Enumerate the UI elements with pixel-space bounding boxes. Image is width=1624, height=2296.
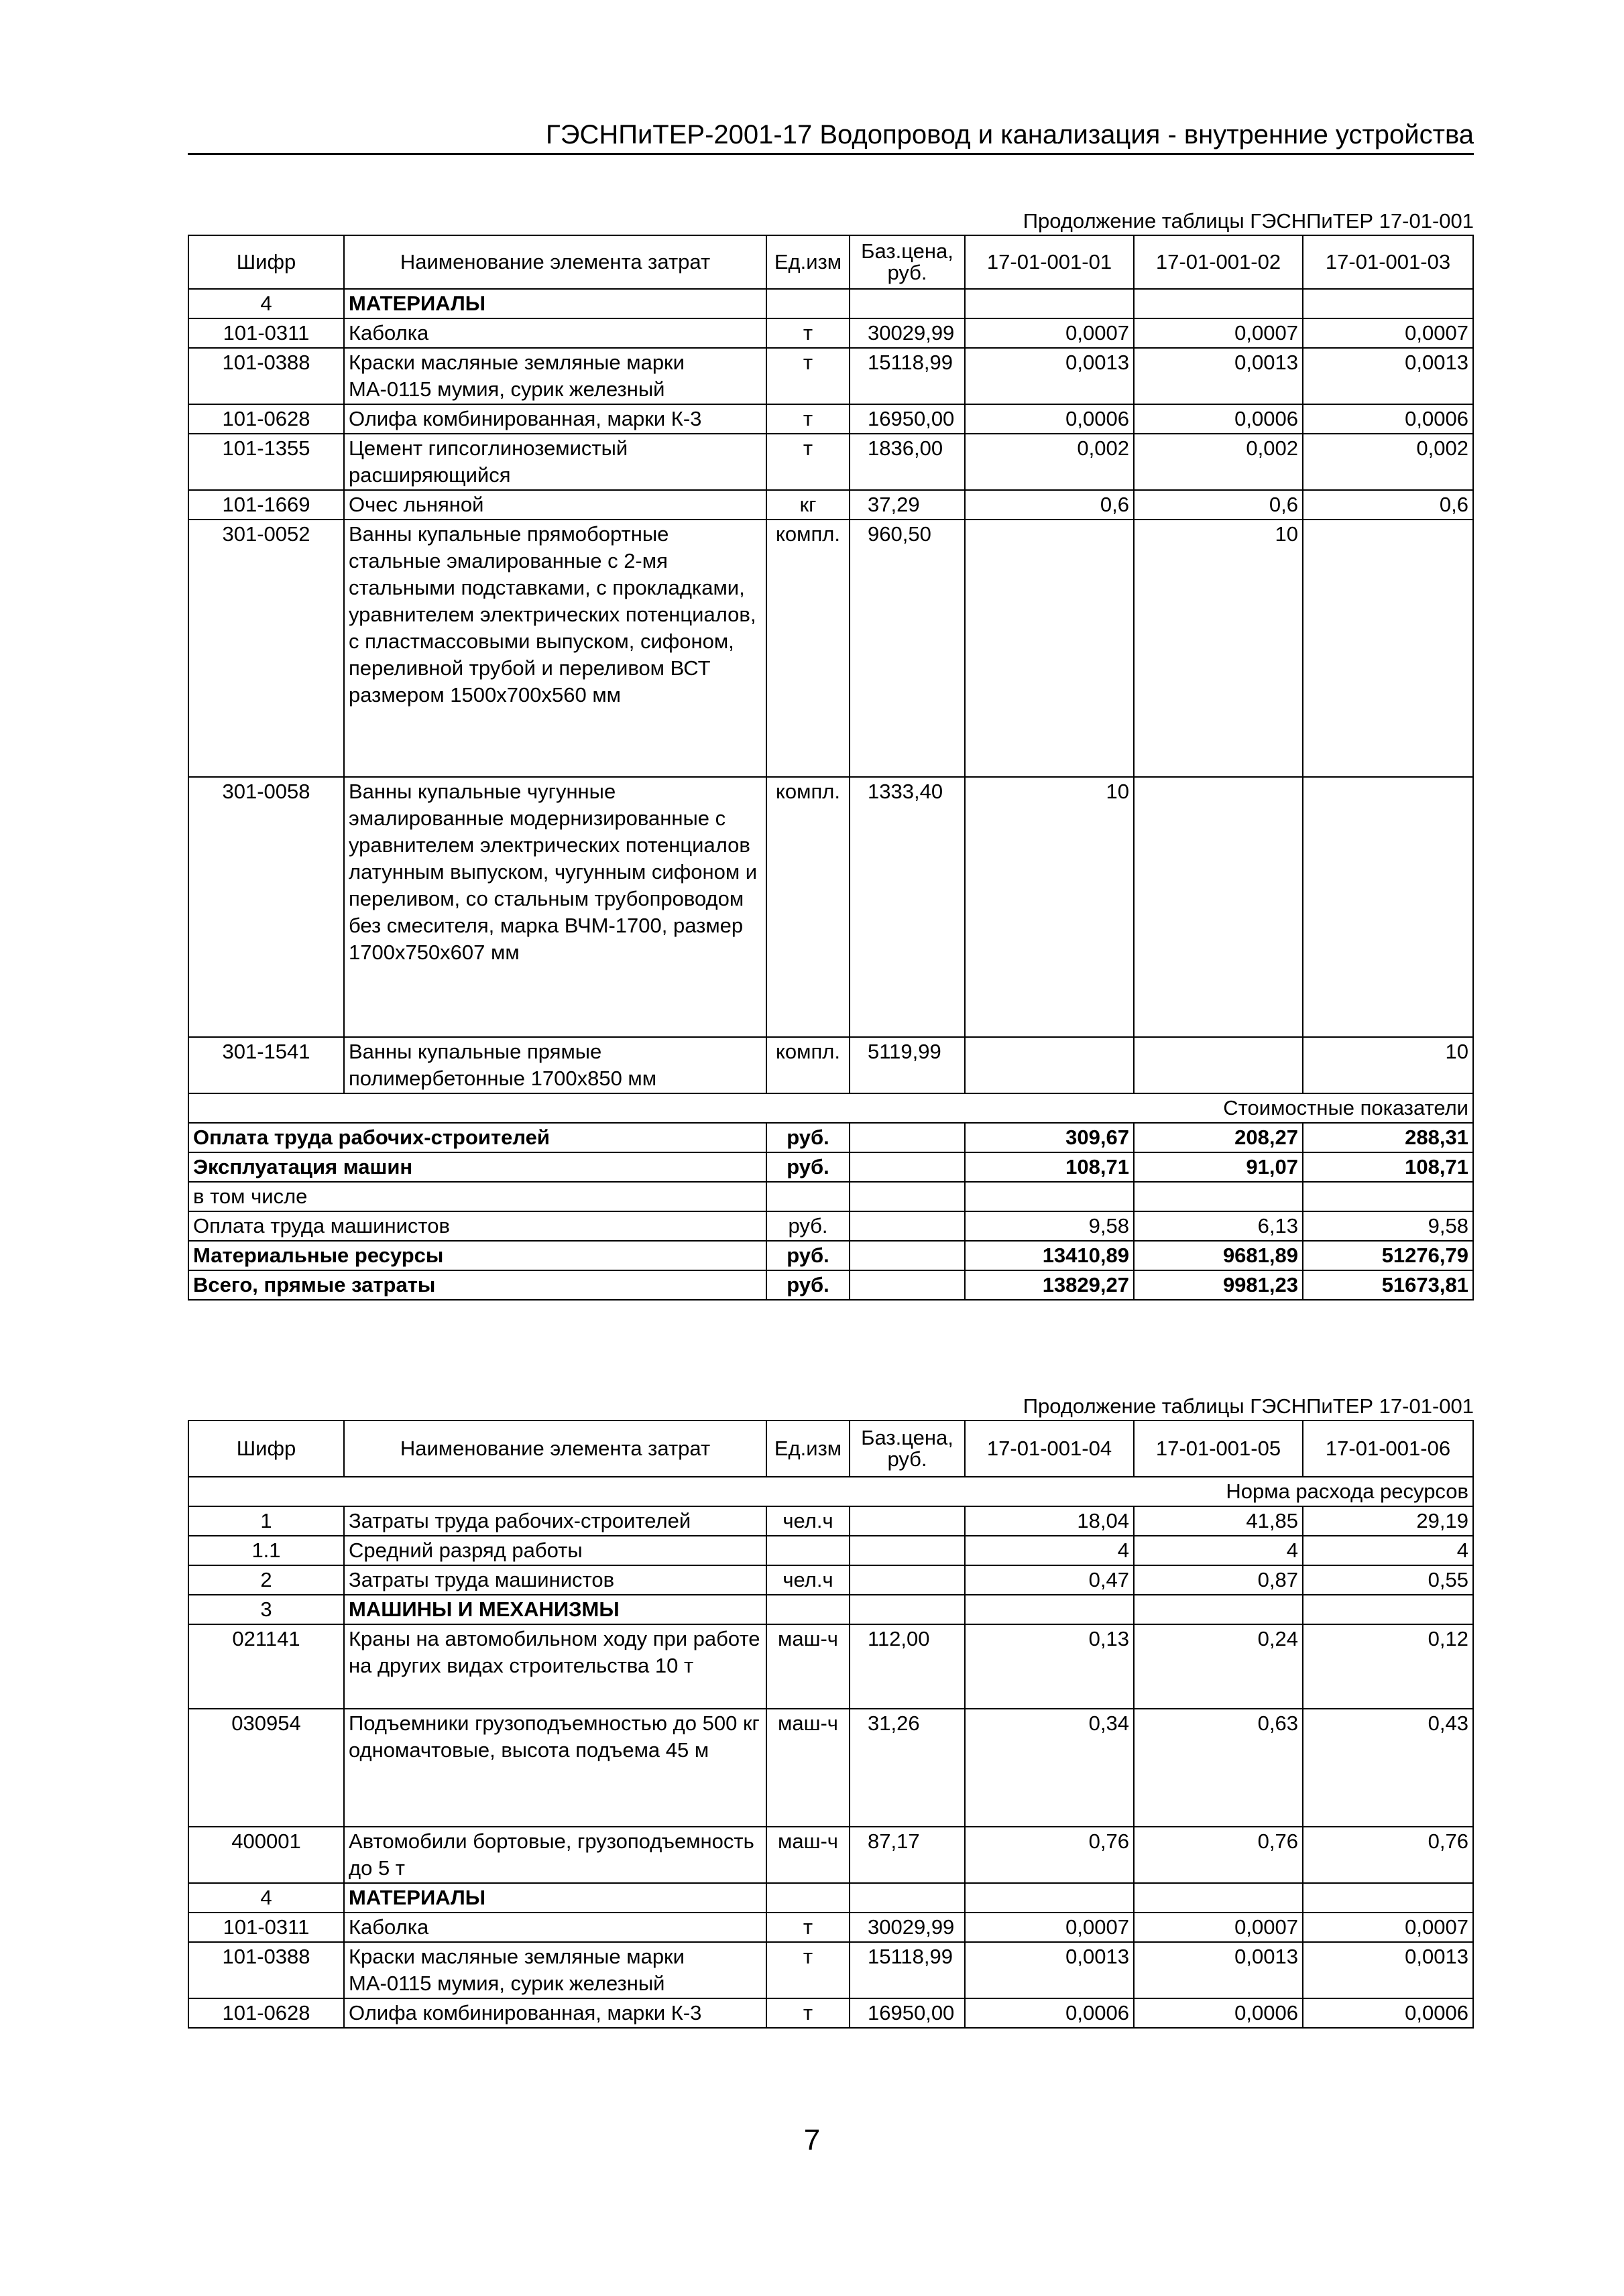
row-unit: т [766, 1942, 850, 1998]
row-unit [766, 1536, 850, 1565]
row-value-3: 0,002 [1303, 434, 1473, 490]
row-value-2: 0,0006 [1134, 404, 1303, 434]
row-value-1: 0,13 [965, 1624, 1134, 1709]
row-price: 15118,99 [850, 1942, 965, 1998]
section-code: 4 [188, 289, 344, 318]
row-value-2 [1134, 1037, 1303, 1093]
row-price: 30029,99 [850, 318, 965, 348]
row-unit: т [766, 1998, 850, 2028]
table-row [188, 490, 1473, 520]
row-code: 101-0388 [188, 348, 344, 404]
row-value-1: 0,002 [965, 434, 1134, 490]
row-name: Ванны купальные прямые полимербетонные 1700х850 мм [344, 1037, 766, 1093]
row-name: Олифа комбинированная, марки К-3 [344, 404, 766, 434]
row-unit: маш-ч [766, 1624, 850, 1709]
row-price [850, 1536, 965, 1565]
table-row [188, 1624, 1473, 1709]
row-price [850, 1565, 965, 1595]
row-value-3: 0,6 [1303, 490, 1473, 520]
row-value-1: 4 [965, 1536, 1134, 1565]
table2 [188, 1420, 1474, 2029]
row-price: 87,17 [850, 1827, 965, 1883]
section-title: МАТЕРИАЛЫ [344, 1883, 766, 1913]
table-row [188, 1536, 1473, 1565]
norm-section-row [188, 1477, 1473, 1506]
table-row [188, 1565, 1473, 1595]
table-row [188, 520, 1473, 777]
row-value-3: 0,76 [1303, 1827, 1473, 1883]
summary-row [188, 1241, 1473, 1270]
row-value-3: 0,0007 [1303, 318, 1473, 348]
row-value-1: 10 [965, 777, 1134, 1037]
row-value-1: 18,04 [965, 1506, 1134, 1536]
row-code: 301-0058 [188, 777, 344, 1037]
row-name: Олифа комбинированная, марки К-3 [344, 1998, 766, 2028]
row-unit: компл. [766, 1037, 850, 1093]
row-price: 960,50 [850, 520, 965, 777]
row-name: Ванны купальные чугунные эмалированные модернизированные с уравнителем электрических потенциалов латунным выпуском, чугунным сифоном и переливом, со стальным трубопроводом без смесителя, марка ВЧМ-1700, размер 1700х750х607 мм [344, 777, 766, 1037]
row-value-2: 4 [1134, 1536, 1303, 1565]
col-price-header: Баз.цена, руб. [850, 1421, 965, 1477]
section-title: МАШИНЫ И МЕХАНИЗМЫ [344, 1595, 766, 1624]
row-code: 400001 [188, 1827, 344, 1883]
table-row [188, 1037, 1473, 1093]
row-code: 301-0052 [188, 520, 344, 777]
row-code: 101-0311 [188, 1913, 344, 1942]
row-name: Краски масляные земляные марки МА-0115 мумия, сурик железный [344, 348, 766, 404]
row-value-1 [965, 520, 1134, 777]
row-value-1: 0,0013 [965, 1942, 1134, 1998]
row-value-2: 0,63 [1134, 1709, 1303, 1827]
col-unit-header: Ед.изм [766, 235, 850, 289]
row-unit: т [766, 348, 850, 404]
summary-label: Материальные ресурсы [188, 1241, 766, 1270]
row-value-3: 0,55 [1303, 1565, 1473, 1595]
summary-row [188, 1152, 1473, 1182]
table2-header-row [188, 1421, 1473, 1477]
row-name: Очес льняной [344, 490, 766, 520]
table-row [188, 1506, 1473, 1536]
summary-value-1: 13410,89 [965, 1241, 1134, 1270]
summary-value-1: 108,71 [965, 1152, 1134, 1182]
row-value-2: 0,0007 [1134, 318, 1303, 348]
row-value-2: 0,24 [1134, 1624, 1303, 1709]
row-price: 31,26 [850, 1709, 965, 1827]
row-name: Каболка [344, 318, 766, 348]
table-row [188, 777, 1473, 1037]
summary-unit: руб. [766, 1270, 850, 1300]
summary-value-3: 108,71 [1303, 1152, 1473, 1182]
row-unit: чел.ч [766, 1565, 850, 1595]
col-v3-header: 17-01-001-06 [1303, 1421, 1473, 1477]
summary-value-1: 9,58 [965, 1211, 1134, 1241]
row-price: 15118,99 [850, 348, 965, 404]
row-name: Затраты труда рабочих-строителей [344, 1506, 766, 1536]
row-price: 16950,00 [850, 404, 965, 434]
row-value-3: 0,0006 [1303, 1998, 1473, 2028]
summary-value-2: 9981,23 [1134, 1270, 1303, 1300]
section-row [188, 1883, 1473, 1913]
table2-caption: Продолжение таблицы ГЭСНПиТЕР 17-01-001 [1023, 1394, 1474, 1418]
row-value-3: 4 [1303, 1536, 1473, 1565]
row-value-1: 0,0007 [965, 318, 1134, 348]
summary-row [188, 1182, 1473, 1211]
table1-caption: Продолжение таблицы ГЭСНПиТЕР 17-01-001 [1023, 209, 1474, 233]
row-value-1: 0,0006 [965, 404, 1134, 434]
row-code: 301-1541 [188, 1037, 344, 1093]
summary-value-1: 13829,27 [965, 1270, 1134, 1300]
row-value-2: 10 [1134, 520, 1303, 777]
col-v2-header: 17-01-001-02 [1134, 235, 1303, 289]
row-value-1: 0,0006 [965, 1998, 1134, 2028]
row-name: Ванны купальные прямобортные стальные эмалированные с 2-мя стальными подставками, с прокладками, уравнителем электрических потенциалов, с пластмассовыми выпуском, сифоном, переливной трубой и переливом ВСТ размером 1500х700х560 мм [344, 520, 766, 777]
row-code: 101-0628 [188, 1998, 344, 2028]
col-v1-header: 17-01-001-04 [965, 1421, 1134, 1477]
row-value-1: 0,6 [965, 490, 1134, 520]
row-value-1: 0,34 [965, 1709, 1134, 1827]
col-v1-header: 17-01-001-01 [965, 235, 1134, 289]
summary-label: в том числе [188, 1182, 766, 1211]
row-unit: чел.ч [766, 1506, 850, 1536]
summary-row [188, 1123, 1473, 1152]
row-value-2: 0,0007 [1134, 1913, 1303, 1942]
summary-label: Оплата труда машинистов [188, 1211, 766, 1241]
table-row [188, 318, 1473, 348]
row-value-2: 0,76 [1134, 1827, 1303, 1883]
summary-value-3: 51673,81 [1303, 1270, 1473, 1300]
row-value-3: 0,12 [1303, 1624, 1473, 1709]
row-value-1: 0,47 [965, 1565, 1134, 1595]
row-value-3 [1303, 777, 1473, 1037]
row-price: 112,00 [850, 1624, 965, 1709]
row-value-2: 0,0006 [1134, 1998, 1303, 2028]
summary-value-2: 208,27 [1134, 1123, 1303, 1152]
row-value-1 [965, 1037, 1134, 1093]
summary-unit: руб. [766, 1241, 850, 1270]
row-value-2: 0,6 [1134, 490, 1303, 520]
summary-label: Всего, прямые затраты [188, 1270, 766, 1300]
row-name: Затраты труда машинистов [344, 1565, 766, 1595]
row-value-1: 0,0007 [965, 1913, 1134, 1942]
row-unit: компл. [766, 520, 850, 777]
col-v2-header: 17-01-001-05 [1134, 1421, 1303, 1477]
row-value-2 [1134, 777, 1303, 1037]
cost-section-label: Стоимостные показатели [188, 1093, 1473, 1123]
row-value-2: 0,0013 [1134, 1942, 1303, 1998]
summary-label: Оплата труда рабочих-строителей [188, 1123, 766, 1152]
row-unit: т [766, 434, 850, 490]
row-value-3: 0,43 [1303, 1709, 1473, 1827]
section-code: 4 [188, 1883, 344, 1913]
row-value-3 [1303, 520, 1473, 777]
row-code: 2 [188, 1565, 344, 1595]
table-row [188, 404, 1473, 434]
row-unit: маш-ч [766, 1827, 850, 1883]
document-header-title: ГЭСНПиТЕР-2001-17 Водопровод и канализация - внутренние устройства [546, 120, 1474, 149]
row-price: 1836,00 [850, 434, 965, 490]
row-value-2: 41,85 [1134, 1506, 1303, 1536]
row-unit: т [766, 1913, 850, 1942]
row-name: Каболка [344, 1913, 766, 1942]
row-unit: компл. [766, 777, 850, 1037]
section-title: МАТЕРИАЛЫ [344, 289, 766, 318]
summary-unit [766, 1182, 850, 1211]
row-name: Краны на автомобильном ходу при работе на других видах строительства 10 т [344, 1624, 766, 1709]
row-value-3: 29,19 [1303, 1506, 1473, 1536]
section-code: 3 [188, 1595, 344, 1624]
summary-value-2: 6,13 [1134, 1211, 1303, 1241]
row-value-3: 0,0007 [1303, 1913, 1473, 1942]
summary-unit: руб. [766, 1152, 850, 1182]
col-name-header: Наименование элемента затрат [344, 1421, 766, 1477]
section-row [188, 289, 1473, 318]
row-name: Краски масляные земляные марки МА-0115 мумия, сурик железный [344, 1942, 766, 1998]
page-number: 7 [803, 2124, 821, 2157]
row-price: 30029,99 [850, 1913, 965, 1942]
row-value-3: 0,0013 [1303, 1942, 1473, 1998]
col-price-header: Баз.цена, руб. [850, 235, 965, 289]
row-unit: кг [766, 490, 850, 520]
summary-label: Эксплуатация машин [188, 1152, 766, 1182]
row-value-3: 0,0013 [1303, 348, 1473, 404]
row-price: 16950,00 [850, 1998, 965, 2028]
row-code: 101-1355 [188, 434, 344, 490]
row-code: 101-1669 [188, 490, 344, 520]
row-value-1: 0,76 [965, 1827, 1134, 1883]
norm-section-label: Норма расхода ресурсов [188, 1477, 1473, 1506]
summary-value-3: 51276,79 [1303, 1241, 1473, 1270]
table-row [188, 1998, 1473, 2028]
row-name: Цемент гипсоглиноземистый расширяющийся [344, 434, 766, 490]
summary-unit: руб. [766, 1211, 850, 1241]
row-unit: т [766, 318, 850, 348]
row-name: Средний разряд работы [344, 1536, 766, 1565]
header-rule [188, 153, 1474, 155]
row-value-2: 0,0013 [1134, 348, 1303, 404]
table-row [188, 348, 1473, 404]
col-v3-header: 17-01-001-03 [1303, 235, 1473, 289]
summary-value-2: 9681,89 [1134, 1241, 1303, 1270]
row-price: 37,29 [850, 490, 965, 520]
row-code: 030954 [188, 1709, 344, 1827]
summary-value-3 [1303, 1182, 1473, 1211]
row-unit: т [766, 404, 850, 434]
row-code: 101-0628 [188, 404, 344, 434]
summary-value-3: 9,58 [1303, 1211, 1473, 1241]
row-value-2: 0,87 [1134, 1565, 1303, 1595]
row-value-1: 0,0013 [965, 348, 1134, 404]
row-code: 101-0388 [188, 1942, 344, 1998]
summary-value-1: 309,67 [965, 1123, 1134, 1152]
cost-section-row [188, 1093, 1473, 1123]
table-row [188, 1827, 1473, 1883]
row-code: 101-0311 [188, 318, 344, 348]
col-unit-header: Ед.изм [766, 1421, 850, 1477]
summary-value-2: 91,07 [1134, 1152, 1303, 1182]
col-code-header: Шифр [188, 235, 344, 289]
row-value-3: 0,0006 [1303, 404, 1473, 434]
summary-value-2 [1134, 1182, 1303, 1211]
row-value-3: 10 [1303, 1037, 1473, 1093]
col-name-header: Наименование элемента затрат [344, 235, 766, 289]
row-code: 1 [188, 1506, 344, 1536]
row-price: 5119,99 [850, 1037, 965, 1093]
row-unit: маш-ч [766, 1709, 850, 1827]
section-row [188, 1595, 1473, 1624]
row-name: Подъемники грузоподъемностью до 500 кг одномачтовые, высота подъема 45 м [344, 1709, 766, 1827]
row-name: Автомобили бортовые, грузоподъемность до 5 т [344, 1827, 766, 1883]
table-row [188, 1942, 1473, 1998]
row-code: 1.1 [188, 1536, 344, 1565]
summary-unit: руб. [766, 1123, 850, 1152]
table-row [188, 1913, 1473, 1942]
row-value-2: 0,002 [1134, 434, 1303, 490]
row-code: 021141 [188, 1624, 344, 1709]
table-row [188, 434, 1473, 490]
summary-row [188, 1270, 1473, 1300]
row-price [850, 1506, 965, 1536]
summary-value-3: 288,31 [1303, 1123, 1473, 1152]
table1-header-row [188, 235, 1473, 289]
table1 [188, 235, 1474, 1301]
row-price: 1333,40 [850, 777, 965, 1037]
col-code-header: Шифр [188, 1421, 344, 1477]
table-row [188, 1709, 1473, 1827]
summary-row [188, 1211, 1473, 1241]
summary-value-1 [965, 1182, 1134, 1211]
